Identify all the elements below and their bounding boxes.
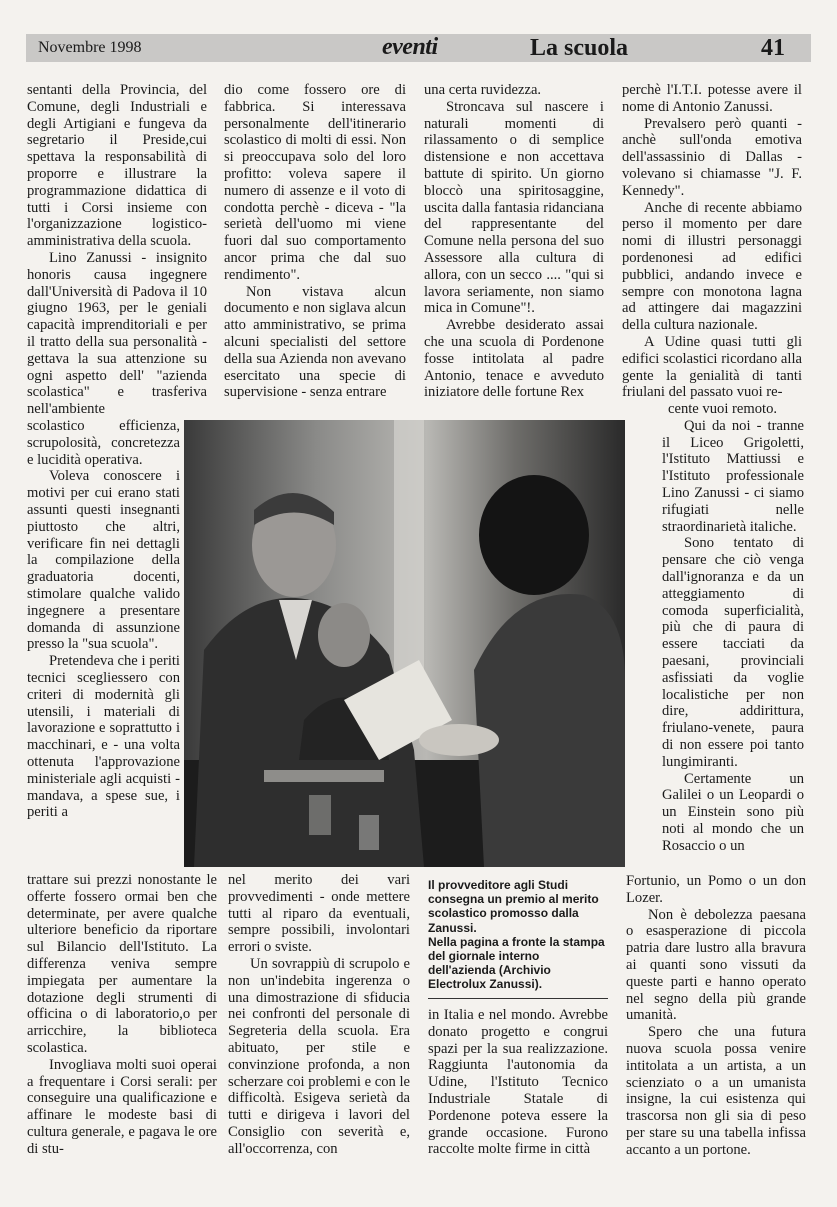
paragraph: Non vistava alcun documento e non siglava alcun atto amministrativo, se prima alcuni specialisti del settore della sua Azienda non avevano esercitato una specie di supervisione - senza entrare xyxy=(224,283,406,401)
paragraph: Prevalsero però quanti - anchè sull'onda emotiva dell'assassinio di Dallas - volevano si chiamasse "J. F. Kennedy". xyxy=(622,115,802,199)
paragraph: Anche di recente abbiamo perso il momento per dare nomi di illustri personaggi pordenonesi ad edifici pubblici, andando invece e sempre con monotona lagna ad attingere dai magazzini della cultura nazionale. xyxy=(622,199,802,334)
paragraph: dio come fossero ore di fabbrica. Si interessava personalmente dell'itinerario scolastico di molti di essi. Non si preoccupava solo del loro profitto: voleva sapere il numero di assenze e il voto di condotta perchè - diceva - "la serietà dell'uomo mi viene fuori dal suo comportamento ancor prima che dal suo rendimento". xyxy=(224,82,406,283)
page-number: 41 xyxy=(761,35,785,61)
column-1-bottom xyxy=(27,872,217,1158)
paragraph: Stroncava sul nascere i naturali momenti di rilassamento o di semplice distensione e non accettava battute di spirito. Un giorno bloccò una spiritosaggine, uscita dalla fantasia ridanciana del rappresentante del Comune nella persona del suo Assessore alla cultura di allora, con un secco .... "qui si lavora seriamente, non siamo mica in Comune"!. xyxy=(424,98,604,317)
paragraph: in Italia e nel mondo. Avrebbe donato progetto e congrui spazi per la sua realizzazione. Raggiunta l'autonomia da Udine, l'Istituto Tecnico Industriale Statale di Pordenone poteva essere la grande occasione. Furono raccolte molte firme in città xyxy=(428,1007,608,1158)
paragraph: scolastico efficienza, scrupolosità, concretezza e lucidità operativa. xyxy=(27,418,180,468)
paragraph: Avrebbe desiderato assai che una scuola di Pordenone fosse intitolata al padre Antonio, tenace e avveduto iniziatore delle fortune Rex xyxy=(424,317,604,401)
paragraph: una certa ruvidezza. xyxy=(424,82,542,98)
paragraph: A Udine quasi tutti gli edifici scolastici ricordano alla gente la genialità di tanti friulani del passato vuoi re- xyxy=(622,333,802,401)
magazine-logo: eventi xyxy=(382,34,438,60)
paragraph: Certamente un Galilei o un Leopardi o un Einstein sono più noti al mondo che un Rosaccio o un xyxy=(662,770,804,854)
column-4-side xyxy=(662,401,804,855)
column-1-side xyxy=(27,418,180,821)
award-ceremony-photo xyxy=(184,420,625,867)
column-1-top xyxy=(27,82,207,418)
paragraph: trattare sui prezzi nonostante le offerte fossero ormai ben che determinate, per avere qualche ulteriore beneficio da riportare sul Bilancio dell'Istituto. La differenza veniva sempre impiegata per aumentare la dotazione degli strumenti di officina o di laboratorio,o per arricchire, la biblioteca scolastica. xyxy=(27,872,217,1056)
paragraph: Fortunio, un Pomo o un don Lozer. xyxy=(626,873,806,906)
caption-divider xyxy=(428,998,608,999)
paragraph: perchè l'I.T.I. potesse avere il nome di Antonio Zanussi. xyxy=(622,82,802,115)
paragraph: Invogliava molti suoi operai a frequentare i Corsi serali: per conseguire una qualificazione e affinare le modeste basi di cultura generale, e pagava le ore di stu- xyxy=(27,1056,217,1157)
column-4-top xyxy=(622,82,802,401)
paragraph: Sono tentato di pensare che ciò venga dall'ignoranza e da un atteggiamento di comoda superficialità, più che di paura di essere tacciati da paesani, provinciali asfissiati da voglie localistiche per non dire, addirittura, friulano-venete, paura di non essere poi tanto lungimiranti. xyxy=(662,535,804,770)
paragraph: sentanti della Provincia, del Comune, degli Industriali e degli Artigiani e fungeva da segretario il Preside,cui spettava la responsabilità di proporre e illustrare la programmazione didattica di tutti i Corsi insieme con l'organizzazione logistico-amministrativa della scuola. xyxy=(27,82,207,250)
paragraph: Non è debolezza paesana o esasperazione di piccola patria dare lustro alla bravura ai quanti sono vissuti da queste parti e hanno operato nel segno della più grande umanità. xyxy=(626,906,806,1024)
paragraph: Un sovrappiù di scrupolo e non un'indebita ingerenza o una dimostrazione di sfiducia nei confronti del personale di Segreteria della scuola. Era abituato, per stile e convinzione profonda, a non scherzare coi problemi e con le difficoltà. Esigeva serietà da tutti e dirigeva i lavori del Consiglio con severità e, all'occorrenza, con xyxy=(228,955,410,1157)
section-title: La scuola xyxy=(530,35,629,61)
column-3-bottom xyxy=(428,1007,608,1158)
caption-line: Nella pagina a fronte la stampa del giornale interno dell'azienda (Archivio Electrolux Zanussi). xyxy=(428,934,605,992)
paragraph: cente vuoi remoto. xyxy=(668,401,778,417)
caption-line: Il provveditore agli Studi consegna un premio al merito scolastico promosso dalla Zanussi. xyxy=(428,878,599,935)
paragraph: nel merito dei vari provvedimenti - onde mettere tutti al riparo da eventuali, sempre possibili, involontari errori o sviste. xyxy=(228,872,410,956)
paragraph: Pretendeva che i periti tecnici scegliessero con criteri di modernità gli utensili, i materiali di lavorazione e soprattutto i macchinari, e - una volta ottenuta l'approvazione ministeriale agli acquisti - mandava, a spese sue, i periti a xyxy=(27,653,180,821)
column-2-bottom xyxy=(228,872,410,1158)
column-2-top xyxy=(224,82,406,401)
issue-date: Novembre 1998 xyxy=(38,39,142,56)
paragraph: Lino Zanussi - insignito honoris causa ingegnere dall'Università di Padova il 10 giugno 1963, per le geniali capacità imprenditoriali e per il tratto della sua personalità - gettava la sua attenzione su ogni aspetto dell' "azienda scolastica" e trasferiva nell'ambiente xyxy=(27,249,207,418)
paragraph: Spero che una futura nuova scuola possa venire intitolata a un artista, a un scienziato o a un umanista insigne, la cui esistenza qui trascorsa non gli sia di peso per stare su una tabella infissa accanto a un portone. xyxy=(626,1024,806,1158)
photo-caption xyxy=(428,878,608,992)
column-3-top xyxy=(424,82,604,401)
paragraph: Voleva conoscere i motivi per cui erano stati assunti questi insegnanti piuttosto che altri, verificare fin nei dettagli la compilazione della graduatoria docenti, stimolare qualche valido ingegnere a presentare domanda di assunzione presso la "sua scuola". xyxy=(27,468,180,653)
page-header xyxy=(26,34,811,62)
paragraph: Qui da noi - tranne il Liceo Grigoletti, l'Istituto Mattiussi e l'Istituto professionale Lino Zanussi - ci siamo rifugiati nelle straordinarietà italiche. xyxy=(662,417,804,535)
column-4-bottom xyxy=(626,873,806,1159)
